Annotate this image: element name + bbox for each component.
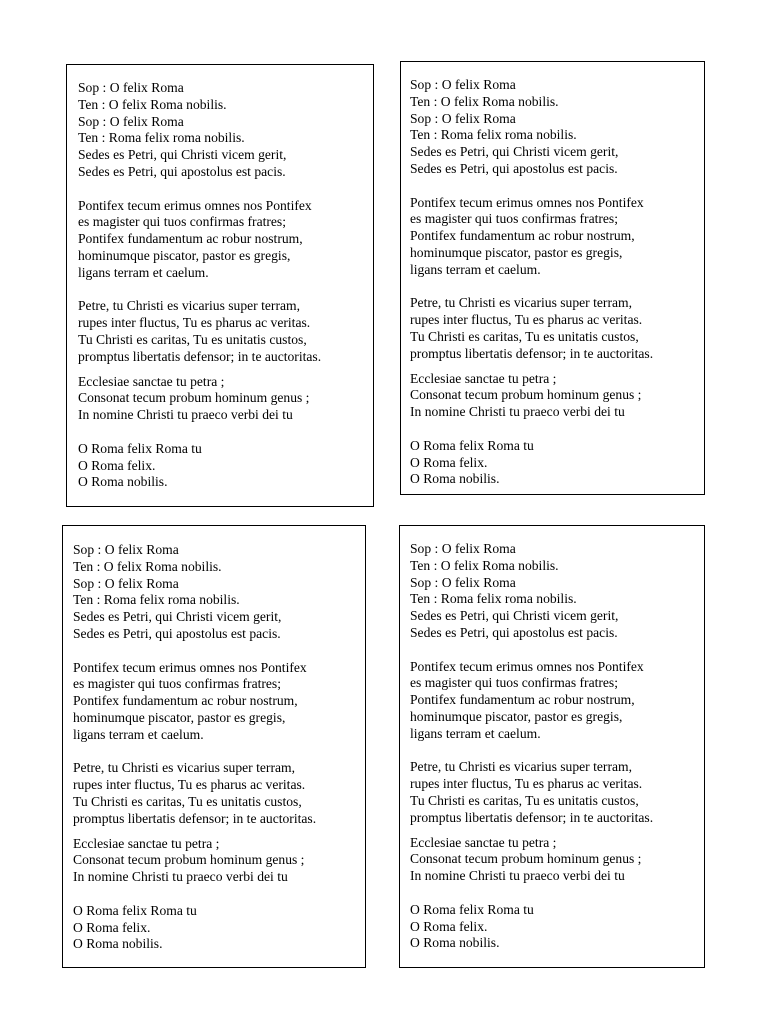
lyric-line: Consonat tecum probum hominum genus ; — [410, 387, 642, 403]
lyric-line: Petre, tu Christi es vicarius super terram, — [410, 759, 632, 775]
lyric-line: Sedes es Petri, qui Christi vicem gerit, — [410, 144, 619, 160]
lyric-line: hominumque piscator, pastor es gregis, — [78, 247, 291, 263]
lyric-line: Ten : O felix Roma nobilis. — [78, 96, 227, 112]
lyric-line: Consonat tecum probum hominum genus ; — [73, 852, 305, 868]
lyric-line: O Roma felix. — [410, 454, 488, 470]
lyrics-card-bottom-right — [399, 525, 705, 968]
lyric-line: Pontifex tecum erimus omnes nos Pontifex — [410, 658, 644, 674]
lyric-line: Sedes es Petri, qui Christi vicem gerit, — [78, 147, 287, 163]
lyric-line: Tu Christi es caritas, Tu es unitatis custos, — [410, 328, 639, 344]
lyric-line: Ten : O felix Roma nobilis. — [410, 557, 559, 573]
lyric-line: Ten : Roma felix roma nobilis. — [410, 591, 577, 607]
lyric-line: Pontifex fundamentum ac robur nostrum, — [410, 228, 635, 244]
lyric-line: es magister qui tuos confirmas fratres; — [73, 676, 282, 692]
lyric-line: O Roma felix. — [410, 918, 488, 934]
lyric-line: Sedes es Petri, qui Christi vicem gerit, — [410, 608, 619, 624]
lyric-line: Ten : Roma felix roma nobilis. — [78, 130, 245, 146]
lyric-line: Pontifex tecum erimus omnes nos Pontifex — [73, 659, 307, 675]
stanza-ecclesiae — [78, 374, 373, 424]
lyric-line: O Roma felix Roma tu — [410, 437, 534, 453]
lyric-line: Ten : O felix Roma nobilis. — [73, 558, 222, 574]
stanza-petre — [410, 295, 704, 362]
lyric-line: O Roma nobilis. — [73, 936, 163, 952]
lyric-line: O Roma felix Roma tu — [410, 901, 534, 917]
lyric-line: Sop : O felix Roma — [410, 77, 516, 92]
lyric-line: Ecclesiae sanctae tu petra ; — [78, 373, 225, 389]
lyric-line: rupes inter fluctus, Tu es pharus ac veritas. — [73, 777, 306, 793]
stanza-petre — [78, 298, 373, 365]
lyric-line: Ten : Roma felix roma nobilis. — [410, 127, 577, 143]
stanza-petre — [73, 760, 365, 827]
stanza-refrain — [410, 438, 704, 488]
lyric-line: Sop : O felix Roma — [410, 574, 516, 590]
stanza-pontifex — [78, 198, 373, 282]
lyric-line: Pontifex fundamentum ac robur nostrum, — [78, 231, 303, 247]
lyric-line: Ecclesiae sanctae tu petra ; — [73, 835, 220, 851]
lyric-line: Petre, tu Christi es vicarius super terram, — [78, 298, 300, 314]
lyrics-card-top-left — [66, 64, 374, 507]
lyrics-card-top-right — [400, 61, 705, 495]
lyric-line: rupes inter fluctus, Tu es pharus ac veritas. — [410, 776, 643, 792]
stanza-dialogue — [410, 541, 704, 642]
stanza-ecclesiae — [410, 835, 704, 885]
lyric-line: hominumque piscator, pastor es gregis, — [73, 709, 286, 725]
lyric-line: Ecclesiae sanctae tu petra ; — [410, 834, 557, 850]
lyric-line: Pontifex tecum erimus omnes nos Pontifex — [410, 194, 644, 210]
lyric-line: Pontifex fundamentum ac robur nostrum, — [73, 693, 298, 709]
stanza-ecclesiae — [73, 836, 365, 886]
lyric-line: Sedes es Petri, qui Christi vicem gerit, — [73, 609, 282, 625]
lyric-line: ligans terram et caelum. — [410, 261, 541, 277]
lyric-line: Sop : O felix Roma — [410, 541, 516, 556]
stanza-pontifex — [73, 660, 365, 744]
lyric-line: Pontifex fundamentum ac robur nostrum, — [410, 692, 635, 708]
lyric-line: In nomine Christi tu praeco verbi dei tu — [73, 869, 288, 885]
lyric-line: In nomine Christi tu praeco verbi dei tu — [410, 868, 625, 884]
lyric-line: Pontifex tecum erimus omnes nos Pontifex — [78, 197, 312, 213]
lyric-line: Tu Christi es caritas, Tu es unitatis custos, — [410, 792, 639, 808]
lyric-line: Petre, tu Christi es vicarius super terram, — [73, 760, 295, 776]
lyric-line: es magister qui tuos confirmas fratres; — [78, 214, 287, 230]
lyric-line: es magister qui tuos confirmas fratres; — [410, 675, 619, 691]
lyric-line: Sop : O felix Roma — [78, 80, 184, 95]
lyric-line: Consonat tecum probum hominum genus ; — [410, 851, 642, 867]
lyric-line: Ten : Roma felix roma nobilis. — [73, 592, 240, 608]
lyric-line: Tu Christi es caritas, Tu es unitatis custos, — [73, 793, 302, 809]
lyric-line: Sop : O felix Roma — [73, 575, 179, 591]
stanza-refrain — [410, 902, 704, 952]
lyric-line: rupes inter fluctus, Tu es pharus ac veritas. — [78, 315, 311, 331]
lyric-line: Consonat tecum probum hominum genus ; — [78, 390, 310, 406]
stanza-petre — [410, 759, 704, 826]
lyric-line: promptus libertatis defensor; in te auctoritas. — [78, 348, 322, 364]
lyric-line: O Roma nobilis. — [410, 471, 500, 487]
lyric-line: In nomine Christi tu praeco verbi dei tu — [410, 404, 625, 420]
lyric-line: Sop : O felix Roma — [73, 542, 179, 557]
lyric-line: Tu Christi es caritas, Tu es unitatis custos, — [78, 331, 307, 347]
lyric-line: Sedes es Petri, qui apostolus est pacis. — [78, 163, 286, 179]
lyric-line: rupes inter fluctus, Tu es pharus ac veritas. — [410, 312, 643, 328]
lyric-line: promptus libertatis defensor; in te auctoritas. — [410, 345, 654, 361]
lyric-line: Sop : O felix Roma — [78, 113, 184, 129]
stanza-refrain — [73, 903, 365, 953]
stanza-dialogue — [410, 77, 704, 178]
lyric-line: es magister qui tuos confirmas fratres; — [410, 211, 619, 227]
lyric-line: O Roma felix Roma tu — [78, 440, 202, 456]
lyric-line: promptus libertatis defensor; in te auctoritas. — [73, 810, 317, 826]
lyric-line: O Roma felix. — [73, 919, 151, 935]
lyric-line: ligans terram et caelum. — [78, 264, 209, 280]
lyric-line: hominumque piscator, pastor es gregis, — [410, 244, 623, 260]
stanza-pontifex — [410, 195, 704, 279]
lyric-line: Petre, tu Christi es vicarius super terram, — [410, 295, 632, 311]
lyric-line: O Roma nobilis. — [78, 474, 168, 490]
stanza-ecclesiae — [410, 371, 704, 421]
lyric-line: O Roma nobilis. — [410, 935, 500, 951]
stanza-pontifex — [410, 659, 704, 743]
lyric-line: ligans terram et caelum. — [410, 725, 541, 741]
stanza-dialogue — [73, 542, 365, 643]
lyric-line: O Roma felix. — [78, 457, 156, 473]
lyric-line: Sop : O felix Roma — [410, 110, 516, 126]
lyric-line: Sedes es Petri, qui apostolus est pacis. — [73, 625, 281, 641]
lyric-line: hominumque piscator, pastor es gregis, — [410, 708, 623, 724]
lyric-line: In nomine Christi tu praeco verbi dei tu — [78, 407, 293, 423]
stanza-refrain — [78, 441, 373, 491]
lyric-line: Ten : O felix Roma nobilis. — [410, 93, 559, 109]
lyric-line: Sedes es Petri, qui apostolus est pacis. — [410, 160, 618, 176]
lyrics-card-bottom-left — [62, 525, 366, 968]
lyric-line: Sedes es Petri, qui apostolus est pacis. — [410, 624, 618, 640]
stanza-dialogue — [78, 80, 373, 181]
lyric-line: promptus libertatis defensor; in te auctoritas. — [410, 809, 654, 825]
lyric-line: ligans terram et caelum. — [73, 726, 204, 742]
lyric-line: Ecclesiae sanctae tu petra ; — [410, 370, 557, 386]
lyric-line: O Roma felix Roma tu — [73, 902, 197, 918]
